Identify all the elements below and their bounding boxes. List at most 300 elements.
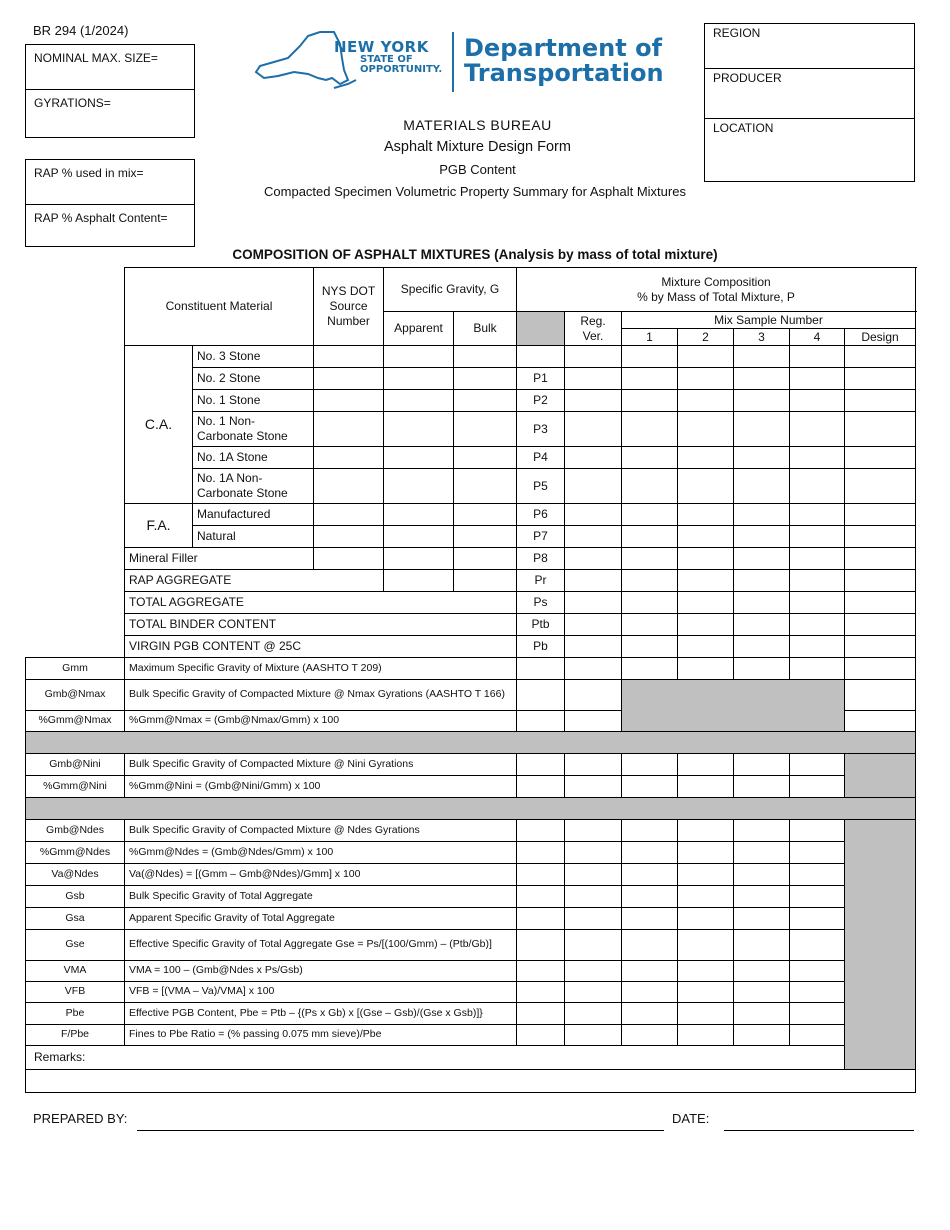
input-cell[interactable] [790,754,845,776]
input-cell[interactable] [565,368,622,390]
table-row [26,930,916,961]
input-cell[interactable] [622,636,678,658]
input-cell[interactable] [565,908,622,930]
input-cell[interactable] [678,614,734,636]
input-cell[interactable] [790,961,845,982]
input-cell[interactable] [734,614,790,636]
bureau-title: MATERIALS BUREAU [403,117,552,133]
shaded-separator [26,732,916,754]
input-cell[interactable] [734,658,790,680]
input-cell[interactable] [734,930,790,961]
input-cell[interactable] [734,570,790,592]
prop-desc: Maximum Specific Gravity of Mixture (AASHTO T 209) [125,658,517,680]
input-cell[interactable] [678,1025,734,1046]
prop-abbr: Gmb@Nmax [26,680,125,711]
prop-desc: Apparent Specific Gravity of Total Aggregate [125,908,517,930]
input-cell[interactable] [622,390,678,412]
prop-abbr: Gsb [26,886,125,908]
input-cell[interactable] [565,886,622,908]
input-cell[interactable] [845,526,916,548]
input-cell[interactable] [454,368,517,390]
input-cell[interactable] [314,390,384,412]
table-row [26,961,916,982]
pcode-cell: P6 [517,504,565,526]
input-cell[interactable] [565,447,622,469]
pcode-cell: P7 [517,526,565,548]
input-cell[interactable] [790,776,845,798]
table-row [26,908,916,930]
remarks-field[interactable] [26,1070,916,1093]
input-cell[interactable] [790,526,845,548]
prop-desc: Bulk Specific Gravity of Compacted Mixture @ Nini Gyrations [125,754,517,776]
input-cell[interactable] [622,1025,678,1046]
pcode-cell: P4 [517,447,565,469]
region-producer-location-box [704,23,915,182]
input-cell[interactable] [734,526,790,548]
location-field[interactable]: LOCATION [705,118,914,181]
input-cell[interactable] [454,570,517,592]
input-cell[interactable] [678,390,734,412]
input-cell[interactable] [454,346,517,368]
input-cell[interactable] [790,390,845,412]
input-cell[interactable] [384,526,454,548]
input-cell[interactable] [517,908,565,930]
header-bulk: Bulk [454,312,517,346]
input-cell[interactable] [734,412,790,447]
input-cell[interactable] [678,412,734,447]
input-cell[interactable] [384,570,454,592]
input-cell[interactable] [790,570,845,592]
table-row [26,592,916,614]
input-cell[interactable] [565,680,622,711]
input-cell[interactable] [454,412,517,447]
form-id: BR 294 (1/2024) [33,23,129,38]
group-ca: C.A. [125,346,193,504]
input-cell[interactable] [734,886,790,908]
input-cell[interactable] [845,570,916,592]
input-cell[interactable] [622,1003,678,1025]
input-cell[interactable] [790,614,845,636]
input-cell[interactable] [678,592,734,614]
input-cell[interactable] [565,636,622,658]
input-cell[interactable] [845,548,916,570]
material-label: TOTAL BINDER CONTENT [125,614,517,636]
input-cell[interactable] [845,592,916,614]
input-cell[interactable] [622,864,678,886]
input-cell[interactable] [517,658,565,680]
input-cell[interactable] [678,842,734,864]
input-cell[interactable] [845,368,916,390]
input-cell[interactable] [565,412,622,447]
input-cell[interactable] [790,636,845,658]
pgb-subtitle: PGB Content [439,162,516,177]
input-cell[interactable] [678,346,734,368]
input-cell[interactable] [314,346,384,368]
shaded-separator [26,798,916,820]
input-cell[interactable] [678,1003,734,1025]
input-cell[interactable] [622,961,678,982]
input-cell[interactable] [517,961,565,982]
header-sample-4: 4 [790,329,845,346]
input-cell[interactable] [565,548,622,570]
prop-abbr: Va@Ndes [26,864,125,886]
prop-desc: %Gmm@Nini = (Gmb@Nini/Gmm) x 100 [125,776,517,798]
input-cell[interactable] [734,504,790,526]
input-cell[interactable] [845,390,916,412]
header-reg-ver: Reg. Ver. [565,312,622,346]
input-cell[interactable] [734,469,790,504]
input-cell[interactable] [790,842,845,864]
logo-transportation: Transportation [464,59,664,87]
shaded-cell [622,680,845,732]
input-cell[interactable] [384,447,454,469]
input-cell[interactable] [678,961,734,982]
nysdot-logo [248,28,698,96]
input-cell[interactable] [384,390,454,412]
input-cell[interactable] [678,447,734,469]
summary-subtitle: Compacted Specimen Volumetric Property Summary for Asphalt Mixtures [264,184,686,199]
input-cell[interactable] [622,548,678,570]
input-cell[interactable] [678,886,734,908]
input-cell[interactable] [517,1025,565,1046]
header-design: Design [845,329,916,346]
shaded-cell [845,820,916,1070]
input-cell[interactable] [454,548,517,570]
input-cell[interactable] [517,982,565,1003]
material-label: Manufactured [193,504,314,526]
input-cell[interactable] [517,680,565,711]
input-cell[interactable] [734,908,790,930]
input-cell[interactable] [517,711,565,732]
input-cell[interactable] [845,469,916,504]
input-cell[interactable] [314,526,384,548]
table-row [26,346,916,368]
prop-abbr: %Gmm@Nini [26,776,125,798]
region-field[interactable]: REGION [713,26,761,40]
input-cell[interactable] [565,614,622,636]
input-cell[interactable] [622,447,678,469]
header-apparent: Apparent [384,312,454,346]
material-label: No. 1A Stone [193,447,314,469]
input-cell[interactable] [678,982,734,1003]
input-cell[interactable] [845,614,916,636]
input-cell[interactable] [565,504,622,526]
prop-abbr: Gmm [26,658,125,680]
shaded-cell [845,754,916,798]
input-cell[interactable] [384,368,454,390]
input-cell[interactable] [622,368,678,390]
table-row [26,680,916,711]
input-cell[interactable] [454,390,517,412]
pcode-cell: P2 [517,390,565,412]
input-cell[interactable] [454,447,517,469]
logo-new-york: NEW YORK [334,38,429,56]
prop-desc: VMA = 100 – (Gmb@Ndes x Ps/Gsb) [125,961,517,982]
pcode-cell [517,346,565,368]
input-cell[interactable] [565,930,622,961]
header-spec-gravity: Specific Gravity, G [384,268,517,312]
input-cell[interactable] [565,469,622,504]
input-cell[interactable] [790,1025,845,1046]
input-cell[interactable] [517,886,565,908]
table-row [26,982,916,1003]
input-cell[interactable] [845,346,916,368]
rap-used-field[interactable]: RAP % used in mix= [34,166,144,180]
prop-abbr: %Gmm@Ndes [26,842,125,864]
input-cell[interactable] [622,776,678,798]
input-cell[interactable] [845,412,916,447]
table-row [26,754,916,776]
table-row [26,548,916,570]
input-cell[interactable] [565,754,622,776]
input-cell[interactable] [678,820,734,842]
input-cell[interactable] [622,658,678,680]
prop-desc: %Gmm@Nmax = (Gmb@Nmax/Gmm) x 100 [125,711,517,732]
prop-desc: Effective PGB Content, Pbe = Ptb – {(Ps x Gb) x [(Gse – Gsb)/(Gse x Gsb)]} [125,1003,517,1025]
input-cell[interactable] [622,592,678,614]
input-cell[interactable] [565,1003,622,1025]
header-mixture-comp-line1: Mixture Composition [661,274,771,289]
header-mix-sample: Mix Sample Number [622,312,916,329]
input-cell[interactable] [790,412,845,447]
date-line[interactable] [724,1130,914,1131]
prop-desc: Effective Specific Gravity of Total Aggregate Gse = Ps/[(100/Gmm) – (Ptb/Gb)] [125,930,517,961]
input-cell[interactable] [790,592,845,614]
input-cell[interactable] [565,592,622,614]
producer-field[interactable]: PRODUCER [705,68,914,118]
input-cell[interactable] [790,1003,845,1025]
input-cell[interactable] [565,842,622,864]
input-cell[interactable] [734,864,790,886]
input-cell[interactable] [678,526,734,548]
input-cell[interactable] [517,1003,565,1025]
prop-abbr: %Gmm@Nmax [26,711,125,732]
material-label: TOTAL AGGREGATE [125,592,517,614]
input-cell[interactable] [517,842,565,864]
logo-department: Department of [464,34,663,62]
input-cell[interactable] [845,680,916,711]
header-sample-3: 3 [734,329,790,346]
input-cell[interactable] [622,908,678,930]
input-cell[interactable] [790,548,845,570]
prop-desc: VFB = [(VMA – Va)/VMA] x 100 [125,982,517,1003]
input-cell[interactable] [845,504,916,526]
input-cell[interactable] [678,754,734,776]
input-cell[interactable] [678,548,734,570]
input-cell[interactable] [314,504,384,526]
input-cell[interactable] [622,504,678,526]
pcode-cell: P3 [517,412,565,447]
input-cell[interactable] [454,504,517,526]
input-cell[interactable] [622,930,678,961]
composition-table [25,267,916,1093]
input-cell[interactable] [734,447,790,469]
input-cell[interactable] [622,886,678,908]
table-row [26,842,916,864]
prepared-by-label: PREPARED BY: [33,1111,128,1126]
input-cell[interactable] [678,636,734,658]
input-cell[interactable] [790,820,845,842]
input-cell[interactable] [622,570,678,592]
pcode-cell: Ps [517,592,565,614]
input-cell[interactable] [565,390,622,412]
form-title: Asphalt Mixture Design Form [384,139,571,155]
input-cell[interactable] [734,390,790,412]
prop-abbr: Gmb@Ndes [26,820,125,842]
input-cell[interactable] [734,842,790,864]
table-row [26,636,916,658]
input-cell[interactable] [790,982,845,1003]
prop-abbr: VMA [26,961,125,982]
input-cell[interactable] [734,548,790,570]
nominal-max-size-field[interactable]: NOMINAL MAX. SIZE= [34,51,158,65]
input-cell[interactable] [845,658,916,680]
prop-abbr: Gmb@Nini [26,754,125,776]
input-cell[interactable] [314,412,384,447]
input-cell[interactable] [517,754,565,776]
input-cell[interactable] [384,504,454,526]
logo-state-of: STATE OF [360,54,413,65]
prop-abbr: VFB [26,982,125,1003]
input-cell[interactable] [314,447,384,469]
prop-abbr: Gse [26,930,125,961]
input-cell[interactable] [454,526,517,548]
prop-desc: %Gmm@Ndes = (Gmb@Ndes/Gmm) x 100 [125,842,517,864]
input-cell[interactable] [734,368,790,390]
input-cell[interactable] [517,930,565,961]
input-cell[interactable] [790,504,845,526]
input-cell[interactable] [314,469,384,504]
prop-desc: Va(@Ndes) = [(Gmm – Gmb@Ndes)/Gmm] x 100 [125,864,517,886]
input-cell[interactable] [734,1003,790,1025]
input-cell[interactable] [565,1025,622,1046]
input-cell[interactable] [734,592,790,614]
input-cell[interactable] [734,1025,790,1046]
input-cell[interactable] [314,368,384,390]
table-row [26,658,916,680]
input-cell[interactable] [565,711,622,732]
header-sample-2: 2 [678,329,734,346]
input-cell[interactable] [678,930,734,961]
input-cell[interactable] [517,864,565,886]
input-cell[interactable] [622,346,678,368]
input-cell[interactable] [790,864,845,886]
input-cell[interactable] [734,636,790,658]
pcode-cell: P8 [517,548,565,570]
composition-title: COMPOSITION OF ASPHALT MIXTURES (Analysis by mass of total mixture) [232,247,718,262]
prop-abbr: Pbe [26,1003,125,1025]
prepared-by-line[interactable] [137,1130,664,1131]
material-label: No. 1 Stone [193,390,314,412]
gyrations-field[interactable]: GYRATIONS= [26,89,194,137]
input-cell[interactable] [678,504,734,526]
input-cell[interactable] [622,614,678,636]
input-cell[interactable] [678,570,734,592]
input-cell[interactable] [314,548,384,570]
input-cell[interactable] [790,886,845,908]
input-cell[interactable] [565,346,622,368]
input-cell[interactable] [790,908,845,930]
header-pcode-gray [517,312,565,346]
input-cell[interactable] [622,469,678,504]
input-cell[interactable] [622,754,678,776]
input-cell[interactable] [790,368,845,390]
input-cell[interactable] [565,864,622,886]
input-cell[interactable] [454,469,517,504]
input-cell[interactable] [734,754,790,776]
header-nys-dot: NYS DOT Source Number [314,268,384,346]
input-cell[interactable] [384,412,454,447]
remarks-label[interactable]: Remarks: [26,1046,916,1070]
table-row [26,776,916,798]
input-cell[interactable] [790,930,845,961]
header-mixture-comp [517,268,916,312]
material-label: No. 1A Non-Carbonate Stone [193,469,314,504]
rap-asphalt-field[interactable]: RAP % Asphalt Content= [26,204,194,246]
input-cell[interactable] [734,820,790,842]
input-cell[interactable] [622,982,678,1003]
prop-desc: Bulk Specific Gravity of Compacted Mixture @ Nmax Gyrations (AASHTO T 166) [125,680,517,711]
logo-divider [452,32,454,92]
input-cell[interactable] [678,368,734,390]
input-cell[interactable] [734,776,790,798]
input-cell[interactable] [384,469,454,504]
date-label: DATE: [672,1111,710,1126]
input-cell[interactable] [678,908,734,930]
input-cell[interactable] [845,711,916,732]
input-cell[interactable] [734,982,790,1003]
input-cell[interactable] [622,526,678,548]
input-cell[interactable] [384,346,454,368]
input-cell[interactable] [384,548,454,570]
input-cell[interactable] [565,526,622,548]
material-label: RAP AGGREGATE [125,570,384,592]
input-cell[interactable] [678,864,734,886]
input-cell[interactable] [517,820,565,842]
input-cell[interactable] [845,636,916,658]
nominal-gyrations-box [25,44,195,138]
table-row [26,504,916,526]
prop-desc: Bulk Specific Gravity of Compacted Mixture @ Ndes Gyrations [125,820,517,842]
input-cell[interactable] [565,982,622,1003]
input-cell[interactable] [790,447,845,469]
input-cell[interactable] [790,346,845,368]
material-label: Natural [193,526,314,548]
material-label: VIRGIN PGB CONTENT @ 25C [125,636,517,658]
input-cell[interactable] [790,469,845,504]
input-cell[interactable] [734,961,790,982]
input-cell[interactable] [565,570,622,592]
material-label: No. 1 Non-Carbonate Stone [193,412,314,447]
input-cell[interactable] [790,658,845,680]
remarks-row-2 [26,1070,916,1093]
input-cell[interactable] [678,658,734,680]
input-cell[interactable] [517,776,565,798]
input-cell[interactable] [622,412,678,447]
input-cell[interactable] [622,842,678,864]
input-cell[interactable] [565,820,622,842]
input-cell[interactable] [565,776,622,798]
input-cell[interactable] [622,820,678,842]
input-cell[interactable] [678,776,734,798]
input-cell[interactable] [845,447,916,469]
input-cell[interactable] [565,658,622,680]
input-cell[interactable] [565,961,622,982]
separator-row [26,732,916,754]
input-cell[interactable] [734,346,790,368]
header-mixture-comp-line2: % by Mass of Total Mixture, P [637,289,795,304]
input-cell[interactable] [678,469,734,504]
